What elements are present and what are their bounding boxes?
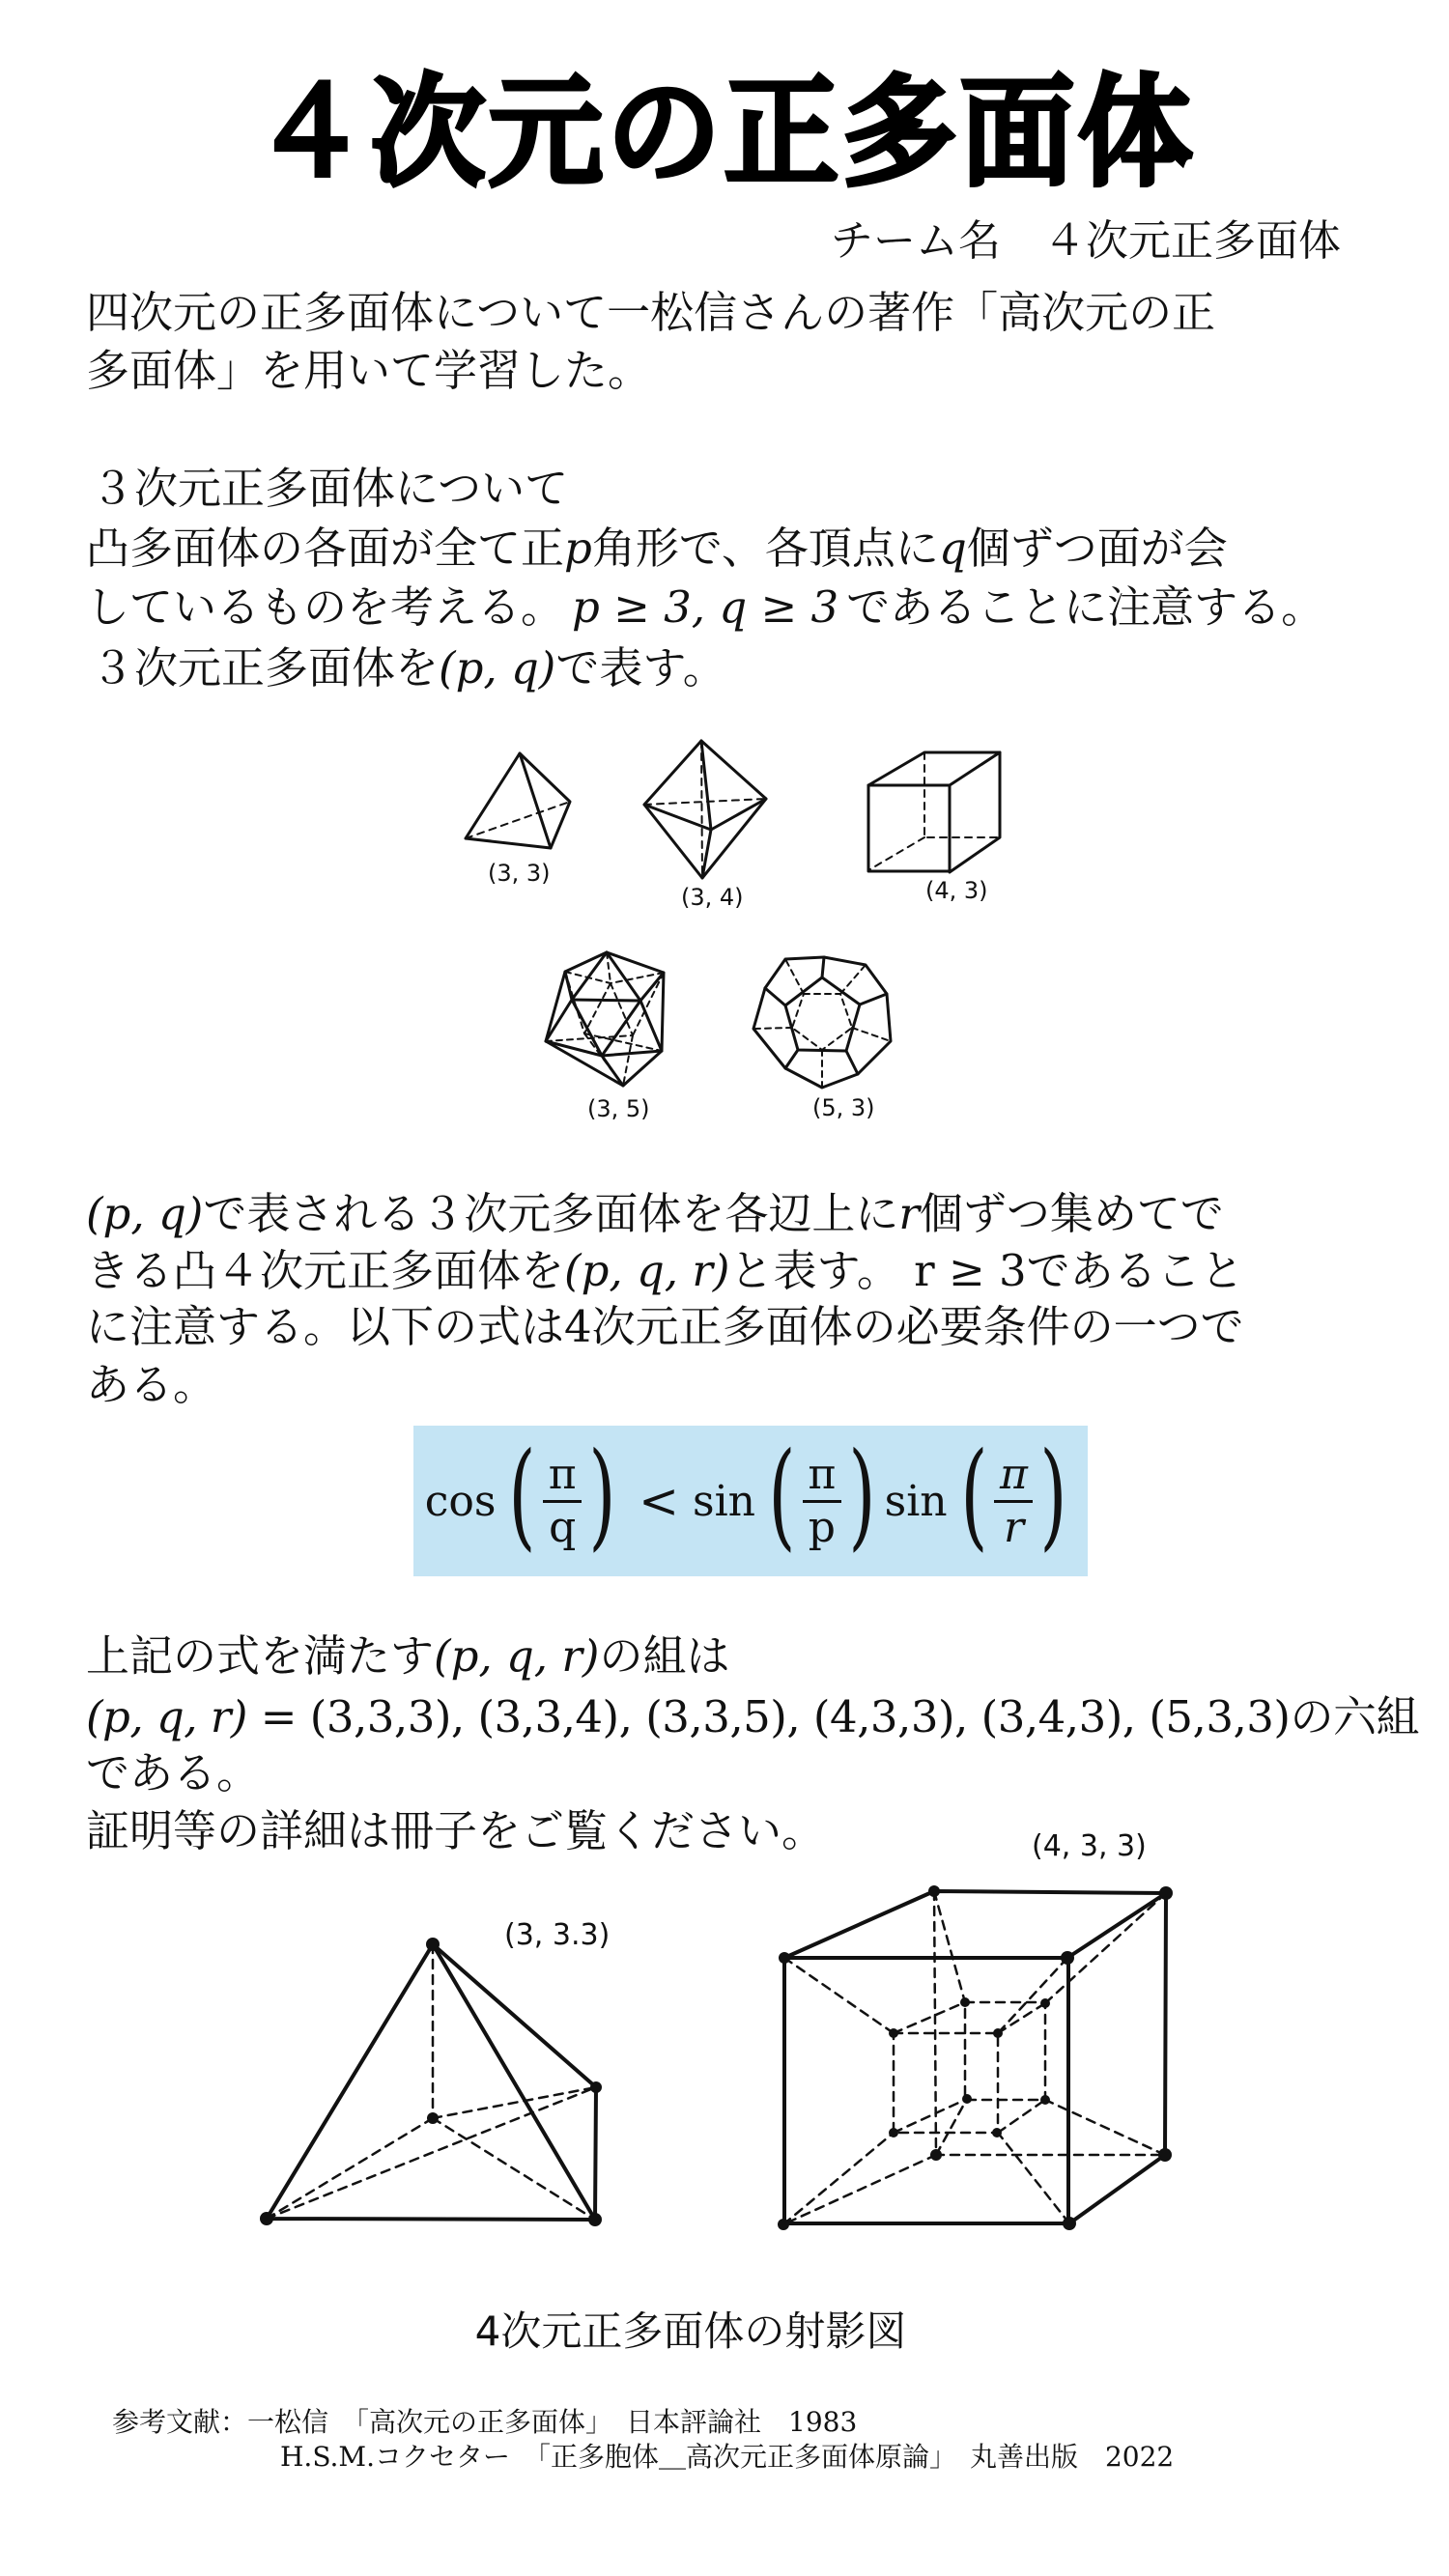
numerator: π	[1000, 1449, 1028, 1499]
section-3d-heading: ３次元正多面体について	[91, 463, 569, 514]
vertex-dots	[260, 1885, 1173, 2230]
sin-fn: sin	[692, 1476, 755, 1526]
figure-caption: 4次元正多面体の射影図	[474, 2307, 907, 2355]
label-cube: (4, 3)	[925, 877, 988, 904]
numerator: π	[548, 1449, 577, 1499]
reference-1: 参考文献：一松信 「高次元の正多面体」 日本評論社 1983	[112, 2406, 858, 2438]
formula-box	[413, 1426, 1088, 1576]
right-paren: )	[848, 1429, 876, 1563]
math-pqr: (p, q, r)	[434, 1630, 600, 1682]
text: きる凸４次元正多面体を	[86, 1245, 565, 1296]
cos-fn: cos	[424, 1476, 497, 1526]
label-five-cell: (3, 3.3)	[504, 1918, 611, 1952]
left-paren: (	[768, 1429, 796, 1563]
section-4d-line-4: ある。	[86, 1359, 217, 1410]
math-pq: (p, q)	[439, 642, 556, 694]
math-condition: p ≥ 3, q ≥ 3	[572, 581, 839, 633]
team-name: チーム名 ４次元正多面体	[831, 216, 1341, 266]
text: 個ずつ集めてで	[919, 1188, 1224, 1239]
label-icosahedron: (3, 5)	[587, 1095, 650, 1122]
left-paren: (	[960, 1429, 988, 1563]
less-than: <	[639, 1473, 679, 1529]
tesseract-drawing	[783, 1891, 1166, 2224]
sin-fn: sin	[884, 1476, 948, 1526]
icosahedron-drawing	[546, 952, 664, 1086]
left-paren: (	[508, 1429, 536, 1563]
dodecahedron-drawing	[753, 957, 891, 1088]
right-paren: )	[1039, 1429, 1067, 1563]
section-4d-line-1	[86, 1185, 1224, 1243]
text: しているものを考える。	[86, 581, 565, 633]
text: であることに注意する。	[846, 581, 1325, 633]
five-cell-drawing	[267, 1944, 596, 2220]
math-pqr: (p, q, r)	[86, 1691, 247, 1742]
math-r: r	[898, 1188, 920, 1239]
reference-2: H.S.M.コクセター 「正多胞体＿高次元正多面体原論」 丸善出版 2022	[280, 2441, 1175, 2473]
math-q: q	[938, 523, 967, 574]
denominator: p	[808, 1502, 836, 1552]
fraction-pi-over-p	[803, 1450, 841, 1553]
math-p: p	[564, 523, 592, 574]
numerator: π	[808, 1449, 837, 1499]
text: 個ずつ面が会	[966, 523, 1228, 574]
label-tesseract: (4, 3, 3)	[1032, 1829, 1147, 1863]
denominator: r	[1003, 1502, 1024, 1552]
label-dodecahedron: (5, 3)	[812, 1094, 875, 1121]
section-4d-line-2	[86, 1242, 1244, 1300]
results-line-3: である。	[86, 1747, 261, 1798]
label-tetrahedron: (3, 3)	[488, 860, 551, 887]
label-octahedron: (3, 4)	[681, 884, 744, 911]
results-line-4: 証明等の詳細は冊子をご覧ください。	[86, 1805, 826, 1856]
result-values: = (3,3,3), (3,3,4), (3,3,5), (4,3,3), (3,4,3), (5,3,3)	[246, 1691, 1291, 1742]
text: で表す。	[555, 642, 726, 694]
fraction-pi-over-r	[994, 1450, 1033, 1553]
text: の組は	[599, 1630, 730, 1682]
text: 凸多面体の各面が全て正	[86, 523, 565, 574]
tetrahedron-drawing	[466, 753, 570, 848]
cube-drawing	[868, 752, 1000, 872]
fraction-pi-over-q	[543, 1450, 582, 1553]
text: で表される３次元多面体を各辺上に	[203, 1188, 899, 1239]
text: ３次元正多面体を	[91, 642, 440, 694]
text: の六組	[1290, 1691, 1419, 1742]
octahedron-drawing	[644, 741, 766, 878]
text: と表す。 r ≥ 3であること	[729, 1245, 1244, 1296]
text: 上記の式を満たす	[86, 1630, 435, 1682]
intro-line-1: 四次元の正多面体について一松信さんの著作「高次元の正	[86, 287, 1216, 338]
results-line-2	[86, 1688, 1419, 1746]
right-paren: )	[588, 1429, 616, 1563]
intro-line-2: 多面体」を用いて学習した。	[86, 345, 652, 396]
text: 角形で、各頂点に	[591, 523, 939, 574]
math-pqr: (p, q, r)	[564, 1245, 730, 1296]
section-4d-line-3: に注意する。以下の式は4次元正多面体の必要条件の一つで	[86, 1301, 1244, 1352]
denominator: q	[549, 1502, 577, 1552]
math-pq: (p, q)	[86, 1188, 204, 1239]
page-title: ４次元の正多面体	[252, 62, 1196, 203]
formula	[424, 1429, 1077, 1563]
results-line-1	[86, 1628, 729, 1685]
